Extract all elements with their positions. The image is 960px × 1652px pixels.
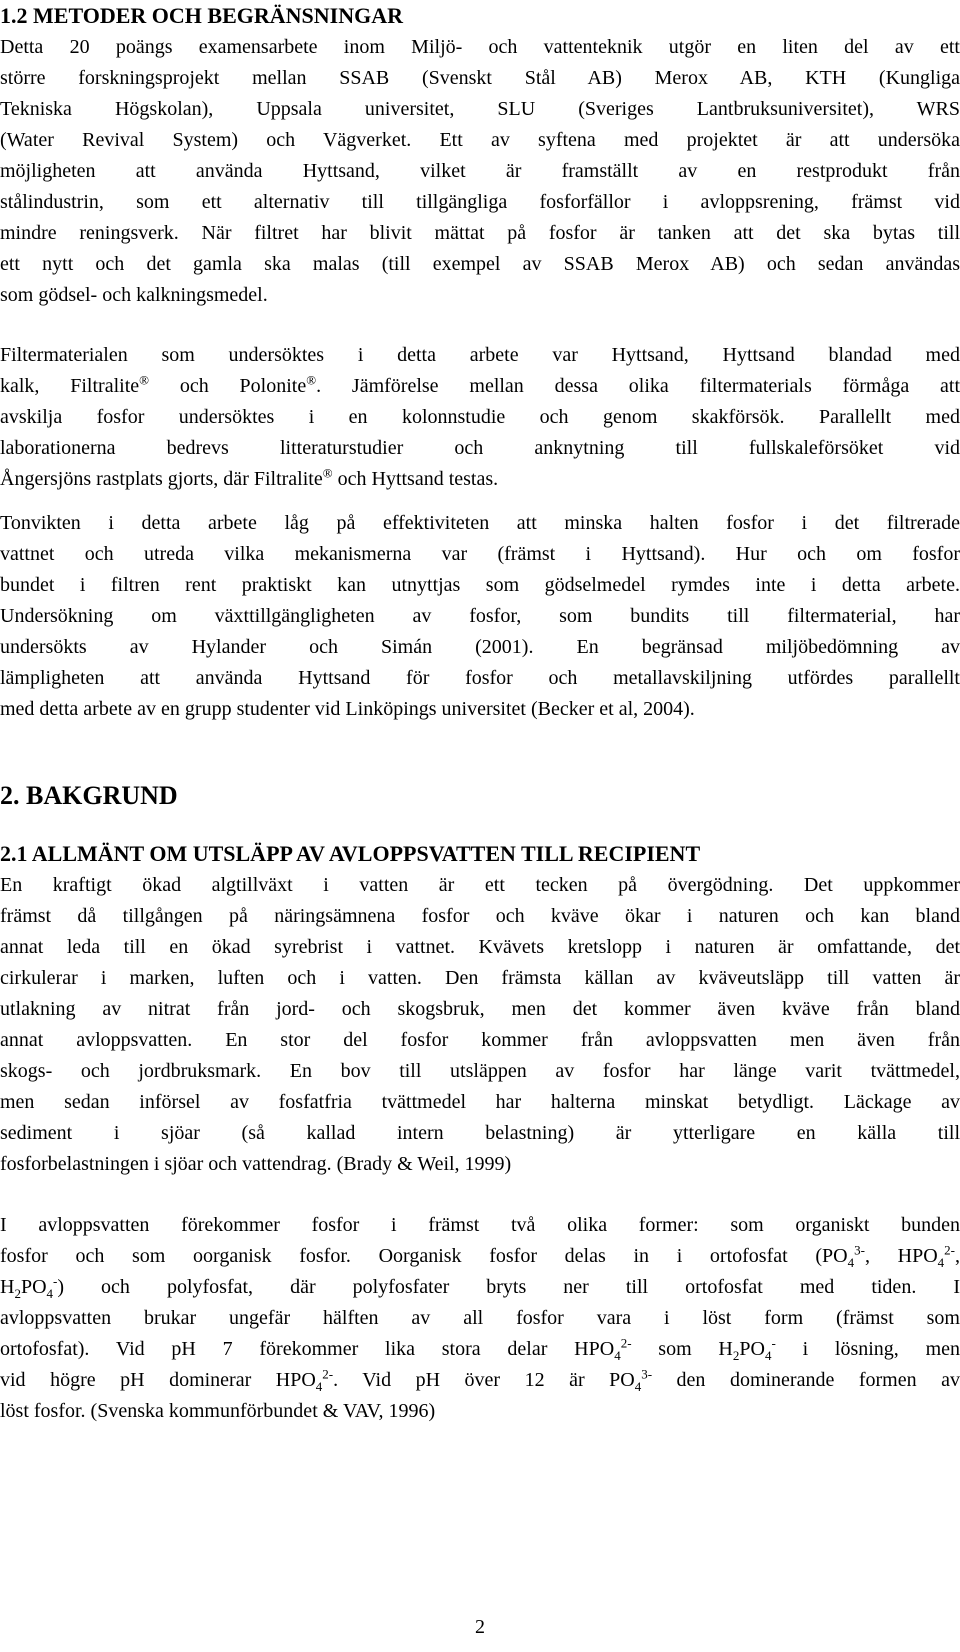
text-line: laborationerna bedrevs litteraturstudier och anknytning till fullskaleförsöket vid [0,437,960,459]
text-line: Tonvikten i detta arbete låg på effektiviteten att minska halten fosfor i det filtrerade [0,512,960,534]
text-line: som gödsel- och kalkningsmedel. [0,284,268,306]
text-line: cirkulerar i marken, luften och i vatten. Den främsta källan av kväveutsläpp till vatten är [0,967,960,989]
text-line: ortofosfat). Vid pH 7 förekommer lika stora delar $HPO_4^{2-}$ som $H_2PO_4^-$ i lösning, men [0,1335,960,1363]
text-line: främst då tillgången på näringsämnena fosfor och kväve ökar i naturen och kan bland [0,905,960,927]
registered-mark: ® [139,372,150,388]
text-line: (Water Revival System) och Vägverket. Ett av syftena med projektet är att undersöka [0,129,960,151]
page-number: 2 [475,1616,485,1638]
registered-mark: ® [322,465,333,481]
text-line: stålindustrin, som ett alternativ till tillgängliga fosforfällor i avloppsrening, främst vid [0,191,960,213]
section-heading: 1.2 METODER OCH BEGRÄNSNINGAR [0,3,403,28]
text-line: fosforbelastningen i sjöar och vattendrag. (Brady & Weil, 1999) [0,1153,512,1175]
paragraph-metoder-2 [0,340,960,495]
paragraph-metoder-3 [0,508,960,725]
paragraph-metoder-1 [0,32,960,311]
chapter-heading: 2. BAKGRUND [0,781,178,810]
text-line: Filtermaterialen som undersöktes i detta arbete var Hyttsand, Hyttsand blandad med [0,344,960,366]
text-line: annat leda till en ökad syrebrist i vattnet. Kvävets kretslopp i naturen är omfattande, det [0,936,960,958]
text-line: fosfor och som oorganisk fosfor. Oorganisk fosfor delas in i ortofosfat ($PO_4^{3-}$, $HPO_4^{2-}$, [0,1242,960,1270]
registered-mark: ® [306,372,317,388]
text-line: ett nytt och det gamla ska malas (till exempel av SSAB Merox AB) och sedan användas [0,253,960,275]
text-line: men sedan införsel av fosfatfria tvättmedel har halterna minskat betydligt. Läckage av [0,1091,960,1113]
text-line: bundet i filtren rent praktiskt kan utnyttjas som gödselmedel rymdes inte i detta arbete. [0,574,960,596]
text-line: Ångersjöns rastplats gjorts, där Filtralite® och Hyttsand testas. [0,465,499,490]
text-line: utlakning av nitrat från jord- och skogsbruk, men det kommer även kväve från bland [0,998,960,1020]
text-line: $H_2PO_4^-$) och polyfosfat, där polyfosfater bryts ner till ortofosfat med tiden. I [0,1273,960,1301]
text-line: Undersökning om växttillgängligheten av fosfor, som bundits till filtermaterial, har [0,605,960,627]
subsection-heading: 2.1 ALLMÄNT OM UTSLÄPP AV AVLOPPSVATTEN TILL RECIPIENT [0,841,701,866]
paragraph-bakgrund-2 [0,1210,960,1427]
text-line: lämpligheten att använda Hyttsand för fosfor och metallavskiljning utfördes parallellt [0,667,960,689]
text-line: En kraftigt ökad algtillväxt i vatten är ett tecken på övergödning. Det uppkommer [0,874,960,896]
text-line: möjligheten att använda Hyttsand, vilket är framställt av en restprodukt från [0,160,960,182]
text-line: löst fosfor. (Svenska kommunförbundet & VAV, 1996) [0,1400,436,1422]
text-line: större forskningsprojekt mellan SSAB (Svenskt Stål AB) Merox AB, KTH (Kungliga [0,67,960,89]
text-line: I avloppsvatten förekommer fosfor i främst två olika former: som organiskt bunden [0,1214,960,1236]
text-line: avskilja fosfor undersöktes i en kolonnstudie och genom skakförsök. Parallellt med [0,406,960,428]
text-line: undersökts av Hylander och Simán (2001). En begränsad miljöbedömning av [0,636,960,658]
paragraph-bakgrund-1 [0,870,960,1180]
text-line: mindre reningsverk. När filtret har blivit mättat på fosfor är tanken att det ska bytas till [0,222,960,244]
text-line: kalk, Filtralite® och Polonite®. Jämförelse mellan dessa olika filtermaterials förmåga att [0,372,960,397]
text-line: vattnet och utreda vilka mekanismerna var (främst i Hyttsand). Hur och om fosfor [0,543,960,565]
text-line: Tekniska Högskolan), Uppsala universitet, SLU (Sveriges Lantbruksuniversitet), WRS [0,98,960,120]
text-line: sediment i sjöar (så kallad intern belastning) är ytterligare en källa till [0,1122,960,1144]
text-line: med detta arbete av en grupp studenter vid Linköpings universitet (Becker et al, 2004). [0,698,695,720]
text-line: Detta 20 poängs examensarbete inom Miljö- och vattenteknik utgör en liten del av ett [0,36,960,58]
text-line: vid högre pH dominerar $HPO_4^{2-}$. Vid pH över 12 är $PO_4^{3-}$ den dominerande formen av [0,1366,960,1394]
text-line: avloppsvatten brukar ungefär hälften av all fosfor vara i löst form (främst som [0,1307,960,1329]
text-line: skogs- och jordbruksmark. En bov till utsläppen av fosfor har länge varit tvättmedel, [0,1060,960,1082]
text-line: annat avloppsvatten. En stor del fosfor kommer från avloppsvatten men även från [0,1029,960,1051]
